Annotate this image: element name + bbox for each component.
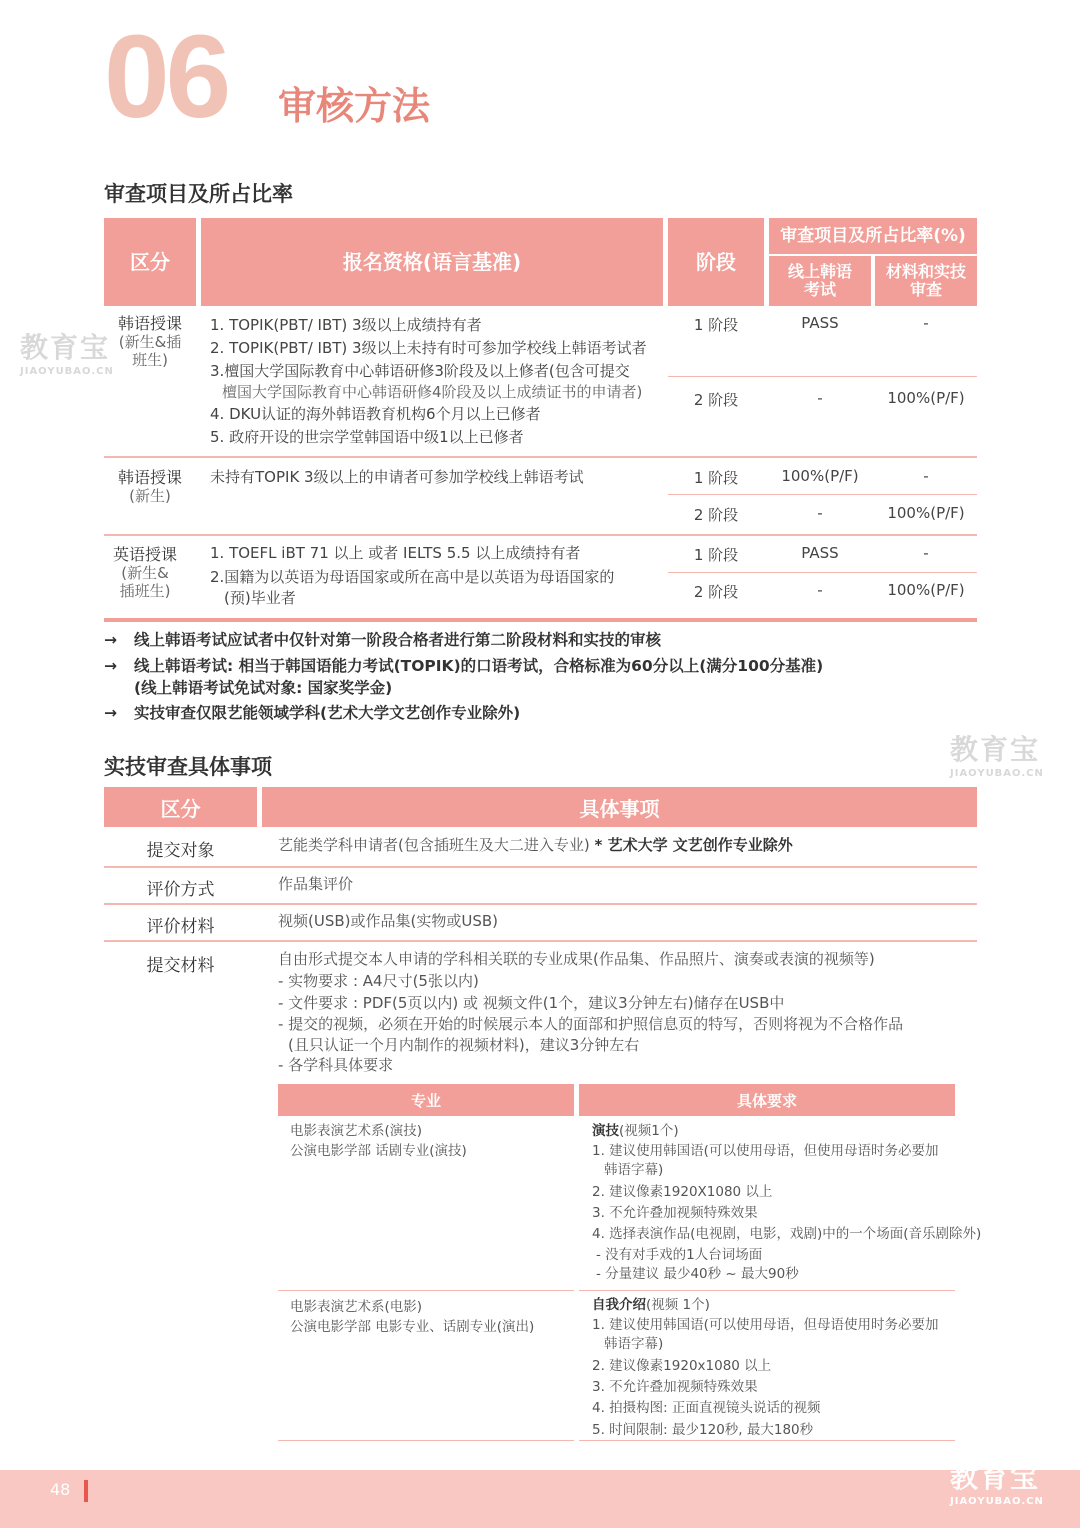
inner-header-requirement: 具体要求 xyxy=(579,1084,955,1116)
material-value: 100%(P/F) xyxy=(887,504,965,522)
row-value: 视频(USB)或作品集(实物或USB) xyxy=(278,912,498,930)
row-label: 评价材料 xyxy=(146,917,215,937)
note-item: → 线上韩语考试应试者中仅针对第一阶段合格者进行第二阶段材料和实技的审核 xyxy=(104,629,661,652)
divider xyxy=(104,456,977,458)
arrow-icon: → xyxy=(104,704,117,722)
list-item: 1. 建议使用韩国语(可以使用母语，但母语使用时务必要加 xyxy=(592,1317,939,1334)
online-value: - xyxy=(817,504,823,522)
divider xyxy=(104,940,977,942)
material-value: - xyxy=(923,467,929,485)
category-sub: (新生) xyxy=(129,487,171,506)
list-item: 3. 不允许叠加视频特殊效果 xyxy=(592,1205,758,1222)
row-label: 评价方式 xyxy=(146,880,215,900)
watermark-logo: 教育宝 JIAOYUBAO.CN xyxy=(950,1461,1044,1507)
section-title: 审核方法 xyxy=(278,84,431,128)
arrow-icon: → xyxy=(104,631,117,649)
stage-label: 2 阶段 xyxy=(693,583,739,601)
stage-label: 1 阶段 xyxy=(693,546,739,564)
list-item: - 分量建议 最少40秒 ~ 最大90秒 xyxy=(596,1266,799,1283)
eligibility-list xyxy=(210,314,660,449)
category-label: 韩语授课 xyxy=(117,468,182,487)
note-item: (线上韩语考试免试对象: 国家奖学金) xyxy=(134,679,393,697)
divider xyxy=(579,1440,955,1441)
material-value: - xyxy=(923,314,929,332)
divider xyxy=(579,1290,955,1291)
material-value: - xyxy=(923,544,929,562)
requirement-title: 演技(视频1个) xyxy=(592,1123,679,1139)
row-label: 提交对象 xyxy=(146,841,215,861)
header-online-exam: 线上韩语考试 xyxy=(769,256,871,306)
list-item: - 各学科具体要求 xyxy=(278,1055,394,1074)
row-value: 艺能类学科申请者(包含插班生及大二进入专业) * 艺术大学 文艺创作专业除外 xyxy=(278,836,793,854)
list-item: 韩语字幕) xyxy=(604,1161,664,1178)
list-item: (预)毕业者 xyxy=(224,589,296,608)
header-stage: 阶段 xyxy=(668,218,764,306)
note-item: → 实技审查仅限艺能领域学科(艺术大学文艺创作专业除外) xyxy=(104,702,520,725)
list-item: 4. DKU认证的海外韩语教育机构6个月以上已修者 xyxy=(210,404,541,423)
row-value xyxy=(278,949,958,1077)
list-item: 3.檀国大学国际教育中心韩语研修3阶段及以上修者(包含可提交 xyxy=(210,361,630,380)
online-value: - xyxy=(817,581,823,599)
list-item: 1. 建议使用韩国语(可以使用母语，但使用母语时务必要加 xyxy=(592,1143,939,1160)
requirement-cell xyxy=(592,1121,982,1285)
list-item: 2.国籍为以英语为母语国家或所在高中是以英语为母语国家的 xyxy=(210,568,615,587)
list-item: 4. 拍摄构图: 正面直视镜头说话的视频 xyxy=(592,1400,821,1417)
table1-subtitle: 审查项目及所占比率 xyxy=(104,182,293,206)
list-item: - 没有对手戏的1人台词场面 xyxy=(596,1246,763,1263)
inner-header-major: 专业 xyxy=(278,1084,574,1116)
major-cell xyxy=(290,1121,570,1162)
table-bottom-border xyxy=(104,618,977,622)
watermark-logo: 教育宝 JIAOYUBAO.CN xyxy=(20,331,114,377)
divider xyxy=(278,1440,574,1441)
divider xyxy=(104,534,977,536)
list-item: 5. 时间限制: 最少120秒, 最大180秒 xyxy=(592,1421,814,1438)
category-sub: (新生&插班生) xyxy=(119,564,171,601)
online-value: - xyxy=(817,389,823,407)
list-item: 2. 建议像素1920X1080 以上 xyxy=(592,1183,773,1200)
list-item: 4. 选择表演作品(电视剧，电影，戏剧)中的一个场面(音乐剧除外) xyxy=(592,1226,982,1243)
divider xyxy=(104,903,977,905)
online-value: 100%(P/F) xyxy=(781,467,859,485)
divider xyxy=(668,494,977,495)
major-name: 电影表演艺术系(电影) xyxy=(290,1299,423,1315)
header-category: 区分 xyxy=(104,218,196,306)
list-item: 1. TOPIK(PBT/ IBT) 3级以上成绩持有者 xyxy=(210,316,482,334)
stage-label: 2 阶段 xyxy=(693,391,739,409)
online-value: PASS xyxy=(801,314,839,332)
list-item: 3. 不允许叠加视频特殊效果 xyxy=(592,1379,758,1396)
major-name: 电影表演艺术系(演技) xyxy=(290,1123,423,1139)
requirement-cell xyxy=(592,1295,962,1441)
divider xyxy=(668,572,977,573)
arrow-icon: → xyxy=(104,657,117,675)
header-eligibility: 报名资格(语言基准) xyxy=(201,218,663,306)
stage-label: 2 阶段 xyxy=(693,506,739,524)
major-name: 公演电影学部 电影专业、话剧专业(演出) xyxy=(290,1319,535,1336)
category-cell xyxy=(104,314,196,369)
row-label: 提交材料 xyxy=(146,956,215,976)
note-item: → 线上韩语考试: 相当于韩国语能力考试(TOPIK)的口语考试，合格标准为60分以上(满分100分基准) xyxy=(104,655,823,678)
list-item: 2. TOPIK(PBT/ IBT) 3级以上未持有时可参加学校线上韩语考试者 xyxy=(210,339,647,358)
footer-band xyxy=(0,1470,1080,1528)
page-number: 48 xyxy=(50,1480,71,1499)
watermark-logo: 教育宝 JIAOYUBAO.CN xyxy=(950,733,1044,779)
header-ratio-group: 审查项目及所占比率(%) xyxy=(769,218,977,254)
category-label: 韩语授课 xyxy=(117,314,182,333)
divider xyxy=(278,1290,574,1291)
requirement-title: 自我介绍(视频 1个) xyxy=(592,1297,710,1313)
list-item: 2. 建议像素1920x1080 以上 xyxy=(592,1357,772,1374)
list-item: - 提交的视频，必须在开始的时候展示本人的面部和护照信息页的特写，否则将视为不合格作品 xyxy=(278,1015,904,1034)
table2-subtitle: 实技审查具体事项 xyxy=(104,755,272,779)
divider xyxy=(104,866,977,868)
material-value: 100%(P/F) xyxy=(887,389,965,407)
header-material: 材料和实技审查 xyxy=(875,256,977,306)
category-label: 英语授课 xyxy=(112,545,177,564)
list-item: 韩语字幕) xyxy=(604,1335,664,1352)
eligibility-list xyxy=(210,466,660,489)
online-value: PASS xyxy=(801,544,839,562)
row-value: 作品集评价 xyxy=(278,875,354,893)
major-cell xyxy=(290,1297,575,1338)
page-marker xyxy=(84,1480,88,1502)
stage-label: 1 阶段 xyxy=(693,469,739,487)
category-sub: (新生&插班生) xyxy=(118,333,182,370)
divider xyxy=(668,376,977,377)
list-item: 檀国大学国际教育中心韩语研修4阶段及以上成绩证书的申请者) xyxy=(222,382,643,401)
list-item: 5. 政府开设的世宗学堂韩国语中级1以上已修者 xyxy=(210,427,524,446)
stage-label: 1 阶段 xyxy=(693,316,739,334)
major-name: 公演电影学部 话剧专业(演技) xyxy=(290,1143,467,1160)
section-number: 06 xyxy=(104,11,228,143)
list-item: 自由形式提交本人申请的学科相关联的专业成果(作品集、作品照片、演奏或表演的视频等) xyxy=(278,950,875,968)
list-item: 未持有TOPIK 3级以上的申请者可参加学校线上韩语考试 xyxy=(210,468,584,486)
t2-header-detail: 具体事项 xyxy=(262,787,977,827)
list-item: - 实物要求 : A4尺寸(5张以内) xyxy=(278,971,479,990)
list-item: (且只认证一个月内制作的视频材料)，建议3分钟左右 xyxy=(288,1035,640,1054)
material-value: 100%(P/F) xyxy=(887,581,965,599)
t2-header-category: 区分 xyxy=(104,787,257,827)
eligibility-list xyxy=(210,542,660,609)
category-cell xyxy=(104,545,186,600)
list-item: - 文件要求 : PDF(5页以内) 或 视频文件(1个，建议3分钟左右)储存在USB中 xyxy=(278,993,785,1012)
category-cell xyxy=(104,468,196,505)
list-item: 1. TOEFL iBT 71 以上 或者 IELTS 5.5 以上成绩持有者 xyxy=(210,544,581,562)
